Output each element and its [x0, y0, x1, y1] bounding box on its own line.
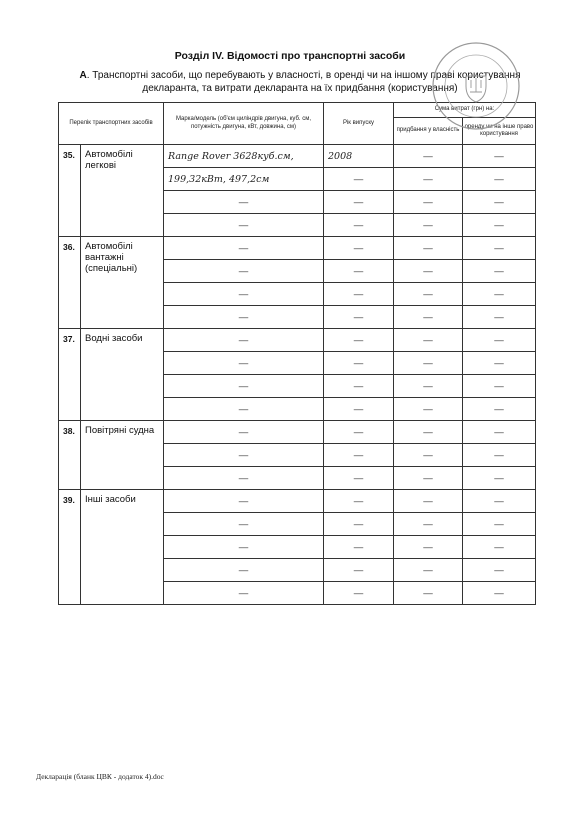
dash-cell: — [324, 536, 394, 559]
dash-cell: — [394, 513, 463, 536]
dash-cell: — [164, 490, 324, 513]
dash-cell: — [164, 421, 324, 444]
section-name: Повітряні судна [81, 421, 164, 490]
dash-cell: — [463, 375, 536, 398]
header-rent: оренду чи на інше право користування [463, 118, 536, 145]
dash-cell: — [164, 260, 324, 283]
header-list: Перелік транспортних засобів [59, 103, 164, 145]
dash-cell: — [463, 467, 536, 490]
dash-cell: — [164, 536, 324, 559]
dash-cell: — [394, 191, 463, 214]
dash-cell: — [164, 191, 324, 214]
dash-cell: — [463, 536, 536, 559]
section-name: Інші засоби [81, 490, 164, 605]
dash-cell: — [324, 444, 394, 467]
header-year: Рік випуску [324, 103, 394, 145]
dash-cell: — [164, 559, 324, 582]
section-number: 39. [59, 490, 81, 605]
dash-cell: — [324, 490, 394, 513]
dash-cell: — [394, 490, 463, 513]
dash-cell: — [324, 260, 394, 283]
dash-cell: — [463, 191, 536, 214]
dash-cell: — [324, 191, 394, 214]
dash-cell: — [463, 260, 536, 283]
dash-cell: — [394, 444, 463, 467]
header-purchase: придбання у власність [394, 118, 463, 145]
dash-cell: — [164, 582, 324, 605]
dash-cell: — [164, 467, 324, 490]
section-title: Розділ IV. Відомості про транспортні засоби [174, 50, 406, 62]
dash-cell: — [164, 375, 324, 398]
dash-cell: — [394, 329, 463, 352]
dash-cell: — [164, 444, 324, 467]
vehicles-table [58, 102, 536, 605]
dash-cell: — [394, 559, 463, 582]
handwritten-year: 2008 [324, 145, 394, 168]
dash-cell: — [164, 283, 324, 306]
dash-cell: — [463, 283, 536, 306]
dash-cell: — [164, 513, 324, 536]
section-number: 37. [59, 329, 81, 421]
subtitle-letter: А [79, 70, 87, 81]
dash-cell: — [394, 536, 463, 559]
dash-cell: — [394, 260, 463, 283]
dash-cell: — [463, 237, 536, 260]
dash-cell: — [324, 513, 394, 536]
dash-cell: — [463, 582, 536, 605]
dash-cell: — [164, 398, 324, 421]
dash-cell: — [324, 352, 394, 375]
dash-cell: — [394, 237, 463, 260]
dash-cell: — [164, 306, 324, 329]
dash-cell: — [164, 214, 324, 237]
dash-cell: — [324, 306, 394, 329]
dash-cell: — [463, 398, 536, 421]
dash-cell: — [463, 214, 536, 237]
dash-cell: — [394, 398, 463, 421]
dash-cell: — [324, 421, 394, 444]
dash-cell: — [463, 559, 536, 582]
dash-cell: — [324, 168, 394, 191]
dash-cell: — [324, 214, 394, 237]
subtitle-text: . Транспортні засоби, що перебувають у власності, в оренді чи на іншому праві користування декларанта, та витрати декларанта на їх придбання (користування) [86, 70, 521, 94]
dash-cell: — [324, 329, 394, 352]
dash-cell: — [324, 559, 394, 582]
section-name: Водні засоби [81, 329, 164, 421]
dash-cell: — [394, 582, 463, 605]
dash-cell: — [394, 306, 463, 329]
dash-cell: — [394, 168, 463, 191]
dash-cell: — [164, 352, 324, 375]
dash-cell: — [463, 306, 536, 329]
dash-cell: — [324, 398, 394, 421]
dash-cell: — [394, 375, 463, 398]
section-name: Автомобілі вантажні (спеціальні) [81, 237, 164, 329]
dash-cell: — [463, 513, 536, 536]
dash-cell: — [324, 467, 394, 490]
section-number: 35. [59, 145, 81, 237]
footer-filename: Декларація (бланк ЦВК - додаток 4).doc [36, 772, 164, 781]
dash-cell: — [394, 283, 463, 306]
dash-cell: — [394, 214, 463, 237]
dash-cell: — [463, 168, 536, 191]
header-sum: Сума витрат (грн) на: [394, 103, 536, 118]
section-number: 38. [59, 421, 81, 490]
dash-cell: — [324, 237, 394, 260]
dash-cell: — [394, 145, 463, 168]
dash-cell: — [394, 421, 463, 444]
handwritten-specs: 199,32кВт, 497,2см [164, 168, 324, 191]
section-number: 36. [59, 237, 81, 329]
dash-cell: — [394, 467, 463, 490]
handwritten-model: Range Rover 3628куб.см, [164, 145, 324, 168]
dash-cell: — [324, 582, 394, 605]
section-name: Автомобілі легкові [81, 145, 164, 237]
dash-cell: — [324, 283, 394, 306]
dash-cell: — [324, 375, 394, 398]
dash-cell: — [463, 352, 536, 375]
dash-cell: — [463, 444, 536, 467]
header-brand: Марка/модель (об'єм циліндрів двигуна, куб. см, потужність двигуна, кВт, довжина, см) [164, 103, 324, 145]
dash-cell: — [463, 329, 536, 352]
dash-cell: — [463, 490, 536, 513]
dash-cell: — [164, 237, 324, 260]
seal-stamp [430, 40, 522, 132]
dash-cell: — [164, 329, 324, 352]
dash-cell: — [463, 421, 536, 444]
dash-cell: — [463, 145, 536, 168]
dash-cell: — [394, 352, 463, 375]
